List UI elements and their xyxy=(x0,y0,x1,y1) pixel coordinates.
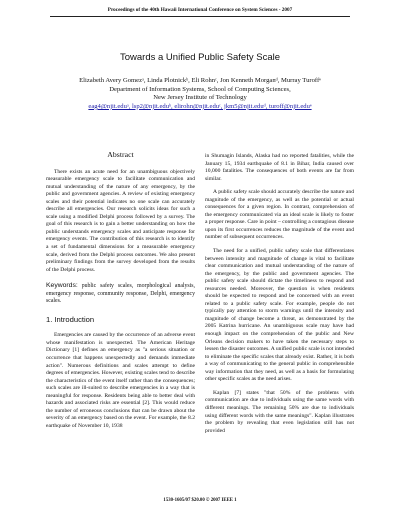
page-footer: 1530-1605/07 $20.00 © 2007 IEEE 1 xyxy=(163,498,237,503)
right-column xyxy=(205,153,354,435)
author-names: Elizabeth Avery Gomezᵃ, Linda Plotnickᵇ, Eli Rohnᶜ, Jon Kenneth Morganᵈ, Murray Turoffᵉ xyxy=(79,77,321,84)
right-para-4: Kaplan [7] states "that 50% of the problems with communication are due to individuals using the same words with different meanings. The remaining 50% are due to individuals using different words with the same meanings". Kaplan illustrates the problem by revealing that even legislation still has not provided xyxy=(205,389,354,434)
intro-heading: 1. Introduction xyxy=(46,314,95,324)
author-emails[interactable]: eag4@njit.eduᵃ, lsp2@njit.eduᵇ, elirohn@njit.eduᶜ, jkm5@njit.eduᵈ, turoff@njit.eduᵉ xyxy=(88,102,312,110)
keywords xyxy=(46,282,195,306)
right-para-2: A public safety scale should accurately describe the nature and magnitude of the emergency, as well as the potential or actual consequences for a given region. In contrast, comprehension of the emergency communicated via an ideal scale is likely to foster a proper response. Care in point – controlling a contagious disease upon its first occurrences reduces the magnitude of the event and number of subsequent occurrences. xyxy=(205,189,354,241)
intro-text: Emergencies are caused by the occurrence of an adverse event whose manifestation is unexpected. The American Heritage Dictionary [1] defines an emergency as "a serious situation or occurrence that happens unexpectedly and demands immediate action". Numerous definitions and scales attempt to define degrees of emergencies. However, existing scales tend to describe the characteristics of the event itself rather than the consequences; such scales are ill-suited to describe emergencies in a way that is meaningful for response. Residents being able to better deal with hazards and associated risks are essential [2]. This would reduce the number of erroneous conclusions that can be drawn about the severity of an emergency based on the event. For example, the 8.2 earthquake of November 10, 1938 xyxy=(46,332,195,429)
abstract-heading: Abstract xyxy=(107,150,134,159)
right-para-1: in Shumagin Islands, Alaska had no reported fatalities, while the January 15, 1934 earthquake of 8.1 in Bihar, India caused over 10,000 fatalities. The consequences of both events are far from similar. xyxy=(205,153,354,182)
right-para-3: The need for a unified, public safety scale that differentiates between intensity and magnitude of change is vital to facilitate clear communication and mutual understanding of the nature of the emergency, by the public and government agencies. The public safety scale should dictate the timeliness to respond and resources needed. Moreover, the question is when residents should be expected to respond and be concerned with an event related to a public safety scale. For example, people do not typically pay attention to storm warnings until the intensity and magnitude of change become a threat, as demonstrated by the 2005 Katrina hurricane. An unambiguous scale may have had enough impact on the comprehension of the public and New Orleans decision makers to have taken the necessary steps to lessen the disaster outcomes. A unified public scale is not intended to eliminate the specific scales that already exist. Rather, it is both a way of communicating to the general public in comprehensible way information that they need, as well as a basis for formulating other specific scales as the need arises. xyxy=(205,248,354,383)
left-column xyxy=(46,151,195,431)
paper-title: Towards a Unified Public Safety Scale xyxy=(120,52,280,63)
keywords-label: Keywords: xyxy=(46,282,78,290)
keywords-text: public safety scales, morphological analysis, emergency response, community response, Delphi, emergency scales. xyxy=(46,283,196,305)
running-head: Proceedings of the 40th Hawaii International Conference on System Sciences - 2007 xyxy=(107,7,293,13)
affiliation-line-2: New Jersey Institute of Technology xyxy=(153,94,247,102)
affiliation-line-1: Department of Information Systems, School of Computing Sciences, xyxy=(109,85,291,93)
header-rule xyxy=(50,16,350,17)
abstract-text: There exists an acute need for an unambiguous objectively measurable emergency scale to facilitate communication and mutual understanding of the nature of any emergency, by the public and government agencies. A review of existing emergency scales and their potential indicates no one scale can accurately describe all emergencies. Our research solicits ideas for such a scale using a modified Delphi process followed by a survey. The goal of this research is to gain a better understanding on how the public understands emergency scales and anticipate response for emergency events. The contribution of this research is to identify a set of fundamental dimensions for a measurable emergency scale, derived from the Delphi process outcomes. We also present preliminary findings from the survey developed from the results of the Delphi process. xyxy=(46,168,195,273)
author-block xyxy=(30,77,370,111)
